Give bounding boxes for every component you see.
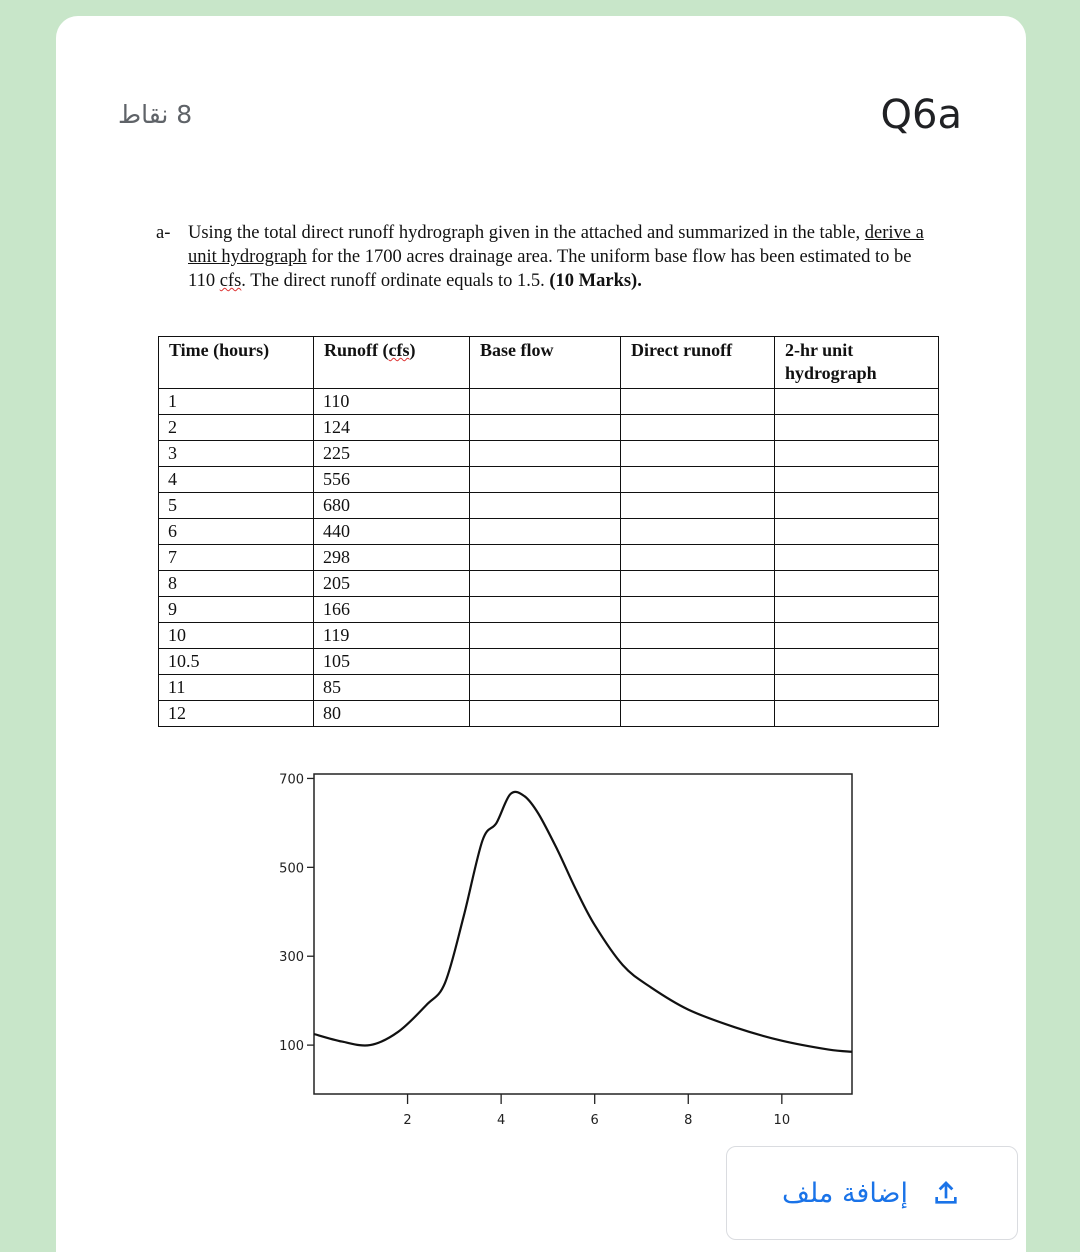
y-tick-label: 100 [279,1039,304,1055]
cell-base-flow [470,597,621,623]
x-tick-label: 8 [684,1113,693,1128]
cell-time: 7 [159,545,314,571]
cell-unit-hydrograph [775,571,939,597]
chart-svg [251,761,871,1141]
table-row [159,701,939,727]
cell-base-flow [470,493,621,519]
cell-time: 4 [159,467,314,493]
cell-time: 3 [159,441,314,467]
runoff-table [158,336,939,727]
add-file-button[interactable] [726,1146,1018,1240]
question-title: Q6a [880,92,962,138]
cell-direct-runoff [621,519,775,545]
header-runoff-cfs: cfs [388,340,410,360]
cell-base-flow [470,545,621,571]
cell-runoff: 80 [314,701,470,727]
hydrograph-chart [251,761,871,1141]
cell-base-flow [470,675,621,701]
cell-unit-hydrograph [775,519,939,545]
cell-runoff: 110 [314,389,470,415]
table-body [159,389,939,727]
question-underlined: derive a unit hydrograph [188,223,924,267]
cell-time: 8 [159,571,314,597]
cell-base-flow [470,519,621,545]
points-label: 8 نقاط [118,100,193,129]
question-body [188,221,940,293]
cell-base-flow [470,467,621,493]
hydrograph-line [314,792,852,1052]
cell-runoff: 105 [314,649,470,675]
table-header-row [159,337,939,389]
cell-direct-runoff [621,701,775,727]
question-text-before: Using the total direct runoff hydrograph given in the attached and summarized in the table, [188,223,865,243]
cell-runoff: 440 [314,519,470,545]
header-unit-hydrograph: 2-hr unit hydrograph [775,337,939,389]
cell-unit-hydrograph [775,493,939,519]
table-row [159,467,939,493]
cell-unit-hydrograph [775,467,939,493]
header-runoff-pre: Runoff ( [324,340,389,360]
header-base-flow: Base flow [470,337,621,389]
cell-time: 11 [159,675,314,701]
question-card [56,16,1026,1252]
header-direct-runoff: Direct runoff [621,337,775,389]
cell-runoff: 119 [314,623,470,649]
table-row [159,623,939,649]
cell-runoff: 205 [314,571,470,597]
cell-unit-hydrograph [775,415,939,441]
question-text [156,221,956,293]
cell-direct-runoff [621,623,775,649]
cell-time: 10.5 [159,649,314,675]
x-tick-label: 10 [773,1113,791,1128]
table-row [159,571,939,597]
add-file-label: إضافة ملف [782,1177,908,1209]
cell-time: 5 [159,493,314,519]
table-row [159,493,939,519]
cell-unit-hydrograph [775,389,939,415]
question-marks: (10 Marks). [549,271,642,291]
y-tick-label: 700 [279,772,304,788]
table-row [159,389,939,415]
table-row [159,441,939,467]
cell-base-flow [470,441,621,467]
cell-direct-runoff [621,493,775,519]
cell-runoff: 85 [314,675,470,701]
cell-time: 9 [159,597,314,623]
cell-time: 6 [159,519,314,545]
cell-runoff: 298 [314,545,470,571]
x-tick-label: 6 [590,1113,599,1128]
cell-base-flow [470,389,621,415]
table-row [159,597,939,623]
cell-direct-runoff [621,415,775,441]
cell-direct-runoff [621,389,775,415]
question-image [156,221,956,723]
cell-direct-runoff [621,675,775,701]
cell-base-flow [470,415,621,441]
y-tick-label: 500 [279,861,304,877]
cell-direct-runoff [621,441,775,467]
cell-base-flow [470,571,621,597]
cell-direct-runoff [621,467,775,493]
cell-time: 12 [159,701,314,727]
cell-runoff: 124 [314,415,470,441]
y-tick-label: 300 [279,950,304,966]
cell-unit-hydrograph [775,545,939,571]
plot-frame [314,774,852,1094]
cell-direct-runoff [621,545,775,571]
cfs-unit: cfs [219,271,242,291]
header-runoff [314,337,470,389]
cell-runoff: 680 [314,493,470,519]
cell-unit-hydrograph [775,649,939,675]
header-time: Time (hours) [159,337,314,389]
table-row [159,545,939,571]
cell-unit-hydrograph [775,701,939,727]
cell-base-flow [470,701,621,727]
cell-unit-hydrograph [775,675,939,701]
cell-runoff: 556 [314,467,470,493]
table-row [159,415,939,441]
table-row [159,519,939,545]
cell-time: 1 [159,389,314,415]
x-tick-label: 2 [403,1113,412,1128]
cell-direct-runoff [621,571,775,597]
cell-unit-hydrograph [775,623,939,649]
question-text-after: . The direct runoff ordinate equals to 1.5. [241,271,550,291]
table-row [159,649,939,675]
cell-time: 10 [159,623,314,649]
cell-direct-runoff [621,597,775,623]
cell-base-flow [470,623,621,649]
table-row [159,675,939,701]
header-runoff-post: ) [409,340,416,360]
cell-direct-runoff [621,649,775,675]
cell-unit-hydrograph [775,597,939,623]
cell-runoff: 225 [314,441,470,467]
cell-base-flow [470,649,621,675]
cell-time: 2 [159,415,314,441]
cell-unit-hydrograph [775,441,939,467]
upload-icon [930,1177,962,1209]
question-marker: a- [156,223,171,243]
x-tick-label: 4 [496,1113,506,1128]
cell-runoff: 166 [314,597,470,623]
question-text-middle: for the 1700 acres drainage area. The uniform base flow has been estimated to be 110 [188,247,912,291]
